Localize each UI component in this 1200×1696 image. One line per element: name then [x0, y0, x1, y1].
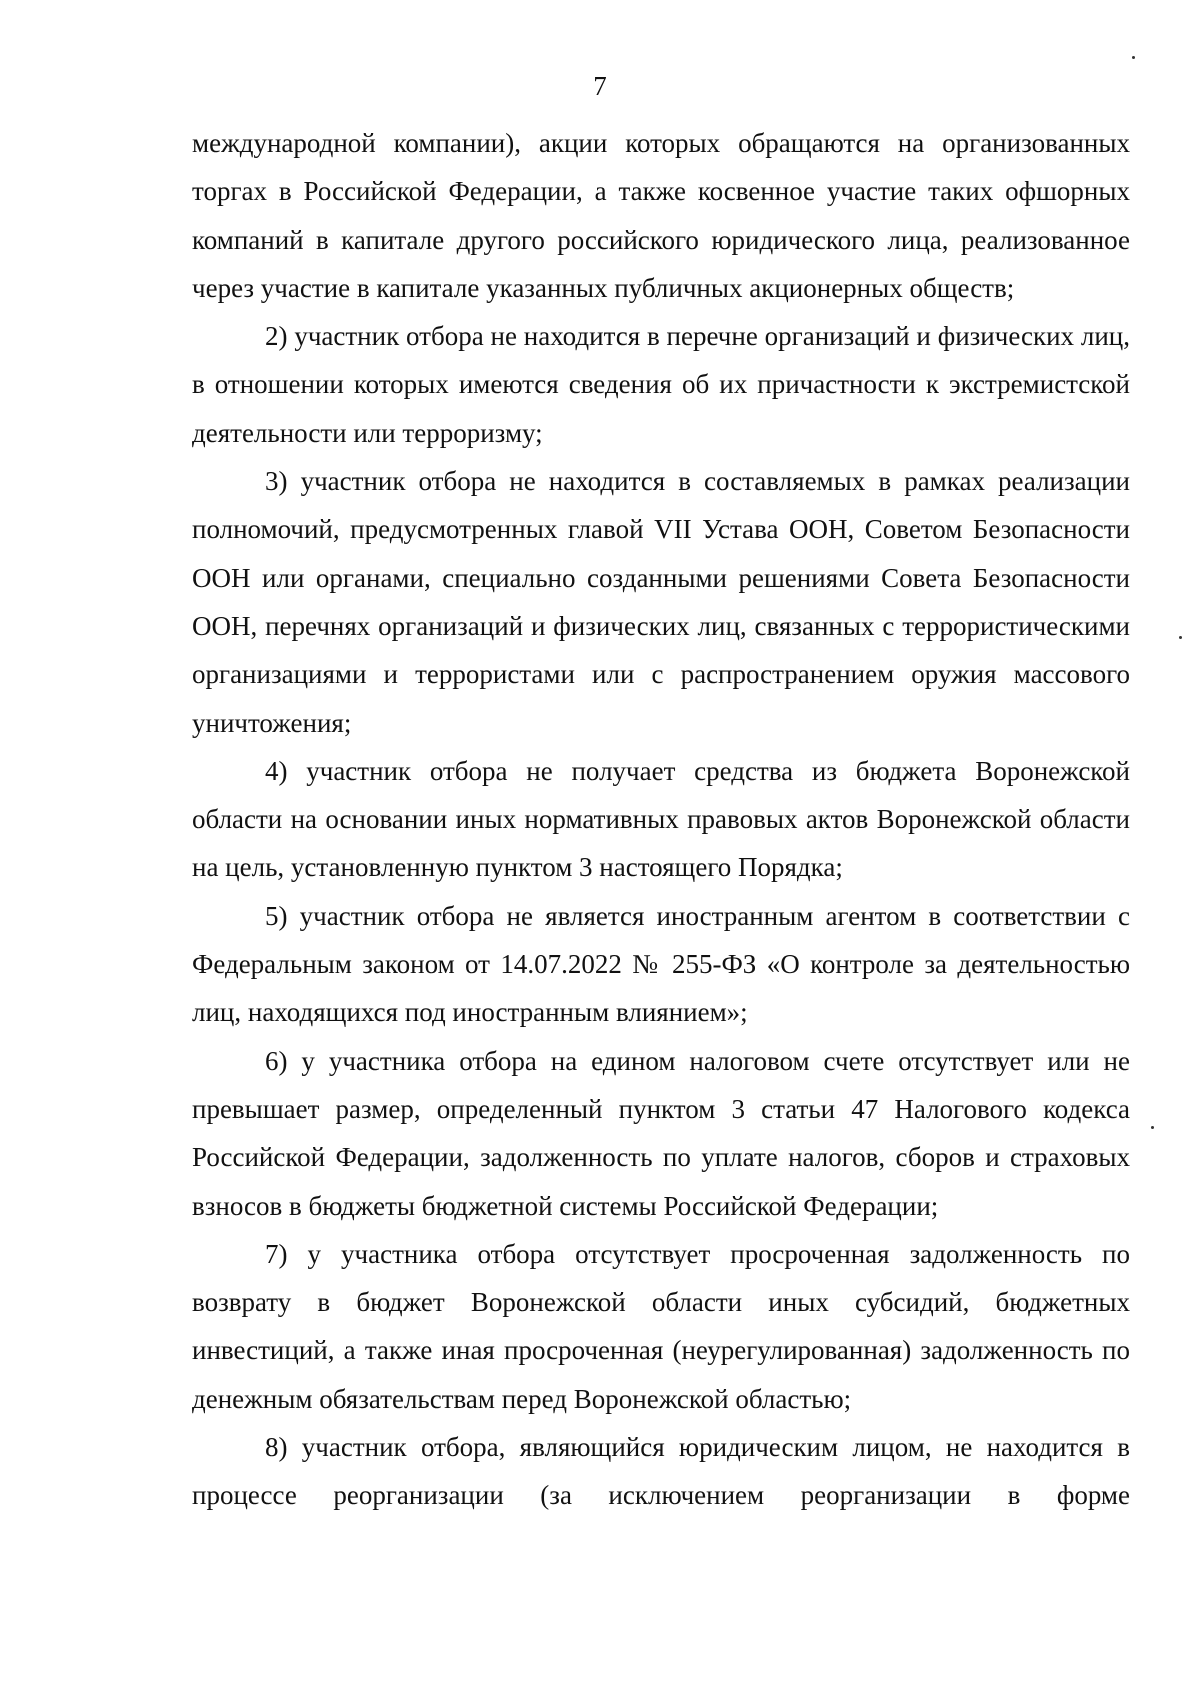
scan-speck: [1132, 56, 1135, 59]
paragraph-item-8: 8) участник отбора, являющийся юридическим лицом, не находится в процессе реорганизации (за исключением реорганизации в форме: [192, 1432, 1130, 1511]
paragraph-continuation: международной компании), акции которых обращаются на организованных торгах в Российской Федерации, а также косвенное участие таких офшорных компаний в капитале другого российского юридического лица, реализованное через участие в капитале указанных публичных акционерных обществ;: [192, 128, 1130, 303]
paragraph-item-2: 2) участник отбора не находится в перечне организаций и физических лиц, в отношении которых имеются сведения об их причастности к экстремистской деятельности или терроризму;: [192, 321, 1130, 448]
page-number: 7: [593, 71, 607, 101]
paragraph-item-4: 4) участник отбора не получает средства из бюджета Воронежской области на основании иных нормативных правовых актов Воронежской области на цель, установленную пунктом 3 настоящего Порядка;: [192, 755, 1130, 883]
paragraph-item-7: 7) у участника отбора отсутствует просроченная задолженность по возврату в бюджет Воронежской области иных субсидий, бюджетных инвестиций, а также иная просроченная (неурегулированная) задолженность по денежным обязательствам перед Воронежской областью;: [192, 1238, 1130, 1414]
paragraph-item-6: 6) у участника отбора на едином налоговом счете отсутствует или не превышает размер, определенный пунктом 3 статьи 47 Налогового кодекса Российской Федерации, задолженность по уплате налогов, сборов и страховых взносов в бюджеты бюджетной системы Российской Федерации;: [192, 1045, 1130, 1221]
document-body: [192, 119, 1130, 1520]
paragraph-item-3: 3) участник отбора не находится в составляемых в рамках реализации полномочий, предусмотренных главой VII Устава ООН, Советом Безопасности ООН или органами, специально созданными решениями Совета Безопасности ООН, перечнях организаций и физических лиц, связанных с террористическими организациями и террористами или с распространением оружия массового уничтожения;: [192, 466, 1130, 738]
paragraph-item-5: 5) участник отбора не является иностранным агентом в соответствии с Федеральным законом от 14.07.2022 № 255-ФЗ «О контроле за деятельностью лиц, находящихся под иностранным влиянием»;: [192, 900, 1130, 1028]
scan-speck: [1151, 1126, 1154, 1129]
scan-speck: [1179, 636, 1182, 639]
